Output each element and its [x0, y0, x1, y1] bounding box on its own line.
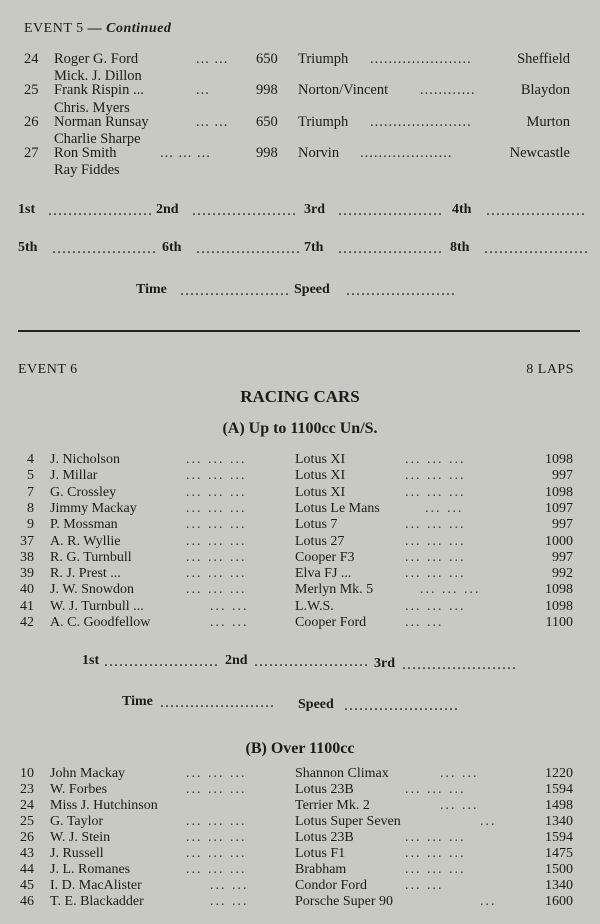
car-model: Shannon Climax [295, 766, 389, 781]
car-driver: P. Mossman [50, 517, 118, 532]
car-dots: ... ... [405, 878, 444, 893]
car-driver: R. J. Prest ... [50, 566, 121, 581]
class-a-heading: (A) Up to 1100cc Un/S. [222, 420, 378, 437]
car-cc: 1340 [545, 878, 573, 893]
place-label: 1st [18, 202, 36, 217]
car-model: Lotus XI [295, 452, 346, 467]
driver-dots: ... ... ... [186, 766, 247, 781]
table-row [0, 830, 600, 846]
car-dots: ... ... [425, 501, 464, 516]
place-label: 3rd [304, 202, 325, 217]
car-driver: W. J. Turnbull ... [50, 599, 144, 614]
entry-machine: Triumph [298, 51, 349, 67]
car-model: Lotus Le Mans [295, 501, 380, 516]
entry-passenger: Charlie Sharpe [54, 131, 141, 147]
entry-dots: ... ... ... [160, 145, 211, 161]
car-model: Lotus XI [295, 485, 346, 500]
car-driver: G. Taylor [50, 814, 104, 829]
car-model: Lotus 23B [295, 830, 354, 845]
car-driver: Miss J. Hutchinson [50, 798, 158, 813]
time-label: Time [136, 282, 167, 297]
car-dots: ... ... ... [405, 485, 466, 500]
car-dots: ... ... ... [405, 830, 466, 845]
event5-passenger [0, 162, 600, 182]
driver-dots: ... ... [210, 894, 249, 909]
time-blank: ...................... [180, 282, 290, 299]
place-blank: ....................... [402, 656, 517, 673]
car-number: 26 [20, 830, 34, 845]
place-label: 5th [18, 240, 38, 255]
car-number: 41 [20, 599, 34, 614]
car-model: Cooper F3 [295, 550, 355, 565]
speed-blank: ....................... [344, 697, 459, 714]
car-dots: ... ... [440, 798, 479, 813]
driver-dots: ... ... [210, 615, 249, 630]
place-label: 2nd [156, 202, 179, 217]
car-cc: 1340 [545, 814, 573, 829]
entry-machine-dots: ............ [420, 82, 476, 98]
car-dots: ... ... ... [405, 550, 466, 565]
car-driver: R. G. Turnbull [50, 550, 132, 565]
car-cc: 1475 [545, 846, 573, 861]
place-label: 6th [162, 240, 182, 255]
table-row [0, 798, 600, 814]
entry-cc: 998 [256, 82, 278, 98]
time-label: Time [122, 694, 153, 709]
place-label: 4th [452, 202, 472, 217]
table-row [0, 599, 600, 615]
car-number: 44 [20, 862, 34, 877]
entry-machine: Norvin [298, 145, 340, 161]
entry-driver: Roger G. Ford [54, 51, 139, 67]
table-row [0, 452, 600, 468]
driver-dots: ... ... ... [186, 782, 247, 797]
car-dots: ... ... [440, 766, 479, 781]
event5-continued: — Continued [87, 21, 172, 36]
car-model: Elva FJ ... [295, 566, 352, 581]
table-row [0, 878, 600, 894]
car-driver: J. Russell [50, 846, 104, 861]
driver-dots: ... ... ... [186, 550, 247, 565]
entry-number: 25 [24, 82, 39, 98]
entry-passenger: Ray Fiddes [54, 162, 120, 178]
driver-dots: ... ... ... [186, 862, 247, 877]
car-driver: A. R. Wyllie [50, 534, 121, 549]
event6-laps: 8 LAPS [526, 362, 574, 377]
car-model: Terrier Mk. 2 [295, 798, 370, 813]
car-dots: ... ... ... [405, 534, 466, 549]
time-blank: ....................... [160, 694, 275, 711]
car-cc: 997 [552, 517, 573, 532]
place-blank: ..................... [484, 240, 589, 257]
car-number: 24 [20, 798, 34, 813]
table-row [0, 766, 600, 782]
speed-blank: ...................... [346, 282, 456, 299]
event6-title: EVENT 6 [18, 362, 78, 377]
driver-dots: ... ... ... [186, 485, 247, 500]
car-number: 5 [27, 468, 34, 483]
entry-number: 24 [24, 51, 39, 67]
table-row [0, 534, 600, 550]
car-dots: ... ... ... [420, 582, 481, 597]
entry-town: Sheffield [517, 51, 570, 67]
entry-machine: Triumph [298, 114, 349, 130]
car-cc: 1500 [545, 862, 573, 877]
entry-town: Murton [526, 114, 570, 130]
car-cc: 1098 [545, 485, 573, 500]
driver-dots: ... ... ... [186, 582, 247, 597]
car-number: 10 [20, 766, 34, 781]
place-blank: ..................... [196, 240, 301, 257]
driver-dots: ... ... [210, 878, 249, 893]
racing-cars-title: RACING CARS [240, 387, 360, 406]
entry-cc: 998 [256, 145, 278, 161]
car-dots: ... ... [405, 615, 444, 630]
section-divider [18, 330, 580, 332]
table-row [0, 862, 600, 878]
driver-dots: ... ... ... [186, 814, 247, 829]
entry-machine: Norton/Vincent [298, 82, 389, 98]
car-cc: 1594 [545, 782, 573, 797]
place-label: 3rd [374, 656, 395, 671]
event5-title: EVENT 5 [24, 21, 84, 36]
place-label: 1st [82, 653, 100, 668]
place-label: 8th [450, 240, 470, 255]
car-number: 39 [20, 566, 34, 581]
driver-dots: ... ... ... [186, 830, 247, 845]
place-blank: ..................... [192, 202, 297, 219]
car-model: Condor Ford [295, 878, 367, 893]
car-cc: 1098 [545, 582, 573, 597]
car-number: 7 [27, 485, 34, 500]
car-dots: ... [480, 814, 497, 829]
table-row [0, 517, 600, 533]
table-row [0, 550, 600, 566]
car-driver: John Mackay [50, 766, 126, 781]
car-model: Cooper Ford [295, 615, 367, 630]
car-driver: A. C. Goodfellow [50, 615, 151, 630]
car-number: 46 [20, 894, 34, 909]
car-model: Lotus 7 [295, 517, 338, 532]
car-dots: ... ... ... [405, 782, 466, 797]
place-blank: ..................... [52, 240, 157, 257]
entry-town: Newcastle [509, 145, 570, 161]
car-driver: J. W. Snowdon [50, 582, 135, 597]
car-number: 25 [20, 814, 34, 829]
entry-cc: 650 [256, 114, 278, 130]
car-number: 8 [27, 501, 34, 516]
class-b-heading: (B) Over 1100cc [245, 740, 355, 757]
entry-dots: ... [196, 82, 210, 98]
driver-dots: ... ... ... [186, 501, 247, 516]
car-number: 43 [20, 846, 34, 861]
place-blank: ..................... [338, 202, 443, 219]
car-model: Lotus XI [295, 468, 346, 483]
driver-dots: ... ... ... [186, 452, 247, 467]
car-cc: 1600 [545, 894, 573, 909]
car-dots: ... ... ... [405, 468, 466, 483]
event5-entry [0, 82, 600, 102]
entry-driver: Ron Smith [54, 145, 117, 161]
car-number: 40 [20, 582, 34, 597]
car-cc: 1220 [545, 766, 573, 781]
table-row [0, 468, 600, 484]
car-driver: J. L. Romanes [50, 862, 131, 877]
driver-dots: ... ... ... [186, 534, 247, 549]
table-row [0, 501, 600, 517]
car-model: Brabham [295, 862, 347, 877]
car-driver: W. J. Stein [50, 830, 111, 845]
entry-passenger: Mick. J. Dillon [54, 68, 142, 84]
car-model: Lotus 23B [295, 782, 354, 797]
entry-number: 27 [24, 145, 39, 161]
car-driver: G. Crossley [50, 485, 117, 500]
car-dots: ... ... ... [405, 599, 466, 614]
entry-number: 26 [24, 114, 39, 130]
place-blank: ....................... [254, 653, 369, 670]
car-model: Porsche Super 90 [295, 894, 393, 909]
car-model: L.W.S. [295, 599, 334, 614]
car-number: 9 [27, 517, 34, 532]
car-number: 4 [27, 452, 34, 467]
place-label: 7th [304, 240, 324, 255]
car-dots: ... ... ... [405, 846, 466, 861]
car-cc: 1098 [545, 599, 573, 614]
table-row [0, 566, 600, 582]
car-model: Merlyn Mk. 5 [295, 582, 374, 597]
car-number: 38 [20, 550, 34, 565]
table-row [0, 582, 600, 598]
car-cc: 1000 [545, 534, 573, 549]
car-cc: 1498 [545, 798, 573, 813]
car-cc: 1097 [545, 501, 573, 516]
car-cc: 1594 [545, 830, 573, 845]
driver-dots: ... ... ... [186, 468, 247, 483]
car-dots: ... ... ... [405, 452, 466, 467]
table-row [0, 615, 600, 631]
entry-machine-dots: ...................... [370, 114, 472, 130]
driver-dots: ... ... ... [186, 846, 247, 861]
car-number: 45 [20, 878, 34, 893]
car-driver: I. D. MacAlister [50, 878, 142, 893]
table-row [0, 846, 600, 862]
event5-header [24, 21, 171, 37]
car-driver: J. Nicholson [50, 452, 120, 467]
place-label: 2nd [225, 653, 248, 668]
place-blank: ..................... [338, 240, 443, 257]
car-driver: W. Forbes [50, 782, 108, 797]
car-dots: ... ... ... [405, 566, 466, 581]
car-cc: 1100 [545, 615, 573, 630]
entry-machine-dots: .................... [360, 145, 453, 161]
entry-passenger: Chris. Myers [54, 100, 130, 116]
entry-driver: Norman Runsay [54, 114, 149, 130]
car-cc: 1098 [545, 452, 573, 467]
car-dots: ... ... ... [405, 862, 466, 877]
place-blank: .................... [486, 202, 586, 219]
place-blank: ..................... [48, 202, 153, 219]
entry-driver: Frank Rispin ... [54, 82, 144, 98]
table-row [0, 814, 600, 830]
car-model: Lotus 27 [295, 534, 345, 549]
car-model: Lotus F1 [295, 846, 346, 861]
car-driver: J. Millar [50, 468, 98, 483]
place-blank: ....................... [104, 653, 219, 670]
driver-dots: ... ... [210, 599, 249, 614]
car-dots: ... [480, 894, 497, 909]
car-number: 23 [20, 782, 34, 797]
speed-label: Speed [298, 697, 334, 712]
table-row [0, 894, 600, 910]
speed-label: Speed [294, 282, 330, 297]
car-driver: Jimmy Mackay [50, 501, 137, 516]
entry-cc: 650 [256, 51, 278, 67]
car-number: 37 [20, 534, 34, 549]
entry-machine-dots: ...................... [370, 51, 472, 67]
driver-dots: ... ... ... [186, 566, 247, 581]
car-cc: 997 [552, 550, 573, 565]
car-driver: T. E. Blackadder [50, 894, 144, 909]
car-cc: 997 [552, 468, 573, 483]
car-model: Lotus Super Seven [295, 814, 401, 829]
entry-town: Blaydon [520, 82, 570, 98]
entry-dots: ... ... [196, 114, 229, 130]
car-cc: 992 [552, 566, 573, 581]
car-number: 42 [20, 615, 34, 630]
table-row [0, 485, 600, 501]
table-row [0, 782, 600, 798]
car-dots: ... ... ... [405, 517, 466, 532]
driver-dots: ... ... ... [186, 517, 247, 532]
entry-dots: ... ... [196, 51, 229, 67]
